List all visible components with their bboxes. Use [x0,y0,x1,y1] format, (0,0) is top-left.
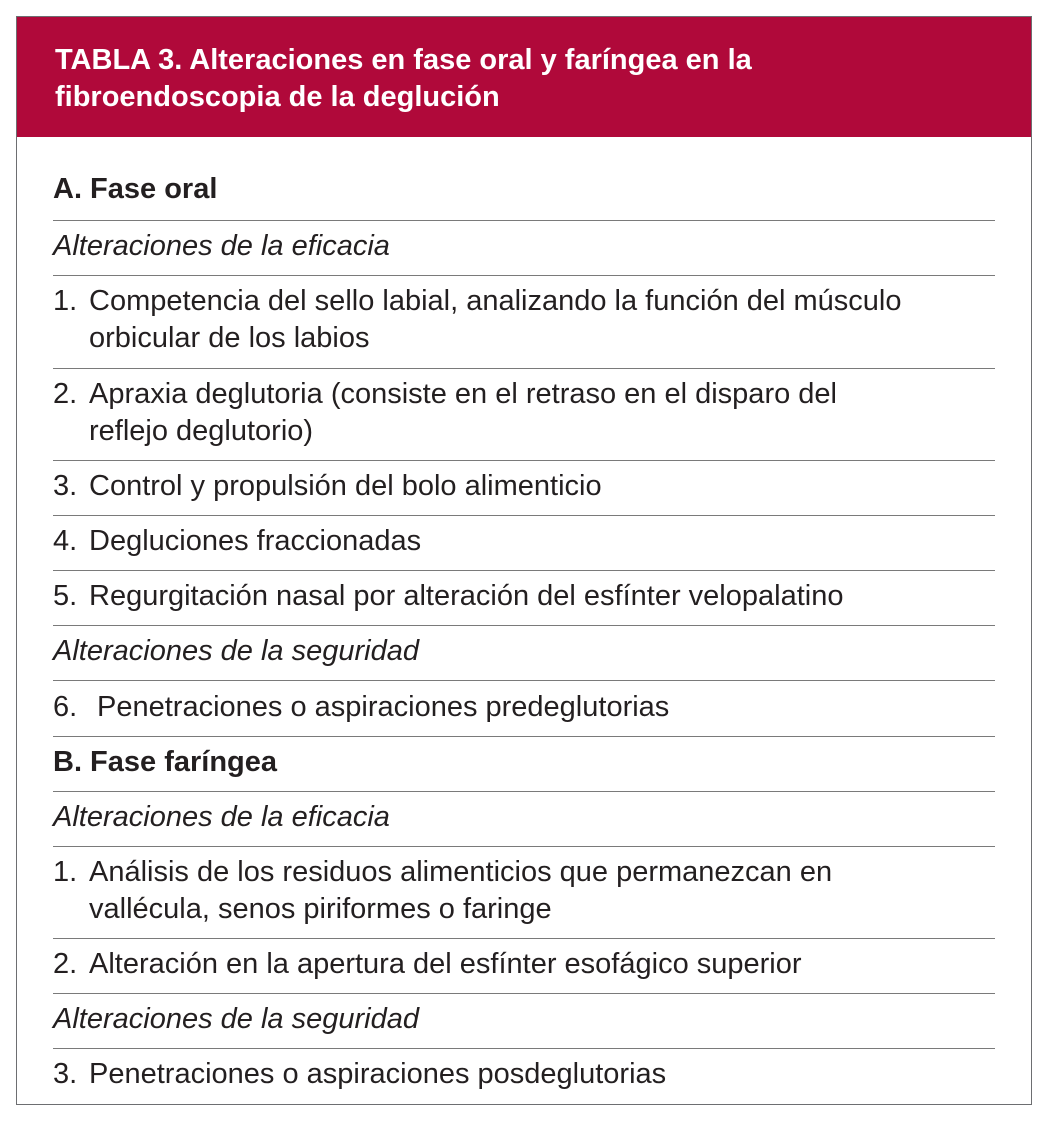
item-text-line: orbicular de los labios [89,322,370,354]
list-item [53,369,995,461]
section-heading-pharyngeal [53,737,995,792]
table-container [16,16,1032,1105]
item-text [89,854,995,928]
subheading-pharyngeal-efficacy [53,792,995,847]
subheading-oral-safety [53,626,995,681]
list-item [53,516,995,571]
list-item [53,1049,995,1104]
list-item [53,681,995,737]
list-item [53,847,995,939]
table-title-line-1: TABLA 3. Alteraciones en fase oral y faríngea en la [55,44,752,76]
item-number: 6. [53,691,78,723]
item-number: 1. [53,856,78,888]
item-text-line: vallécula, senos piriformes o faringe [89,893,552,925]
table-title-line-2: fibroendoscopia de la deglución [55,81,500,113]
item-number: 2. [53,378,78,410]
item-text [89,376,995,450]
item-text-line: Apraxia deglutoria (consiste en el retraso en el disparo del [89,378,837,410]
item-text-line: Competencia del sello labial, analizando la función del músculo [89,285,902,317]
list-item [53,276,995,369]
item-text: Penetraciones o aspiraciones posdeglutorias [89,1058,667,1090]
item-text-line: Análisis de los residuos alimenticios que permanezcan en [89,856,833,888]
item-number: 5. [53,580,78,612]
section-heading-text: A. Fase oral [53,173,218,205]
subheading-pharyngeal-safety [53,994,995,1049]
item-text: Penetraciones o aspiraciones predeglutorias [97,691,670,723]
item-number: 2. [53,948,78,980]
list-item [53,939,995,994]
item-text: Control y propulsión del bolo alimenticio [89,470,602,502]
item-number: 1. [53,285,78,317]
item-number: 3. [53,470,78,502]
item-text-line: reflejo deglutorio) [89,415,314,447]
item-text: Regurgitación nasal por alteración del esfínter velopalatino [89,580,844,612]
subheading-text: Alteraciones de la eficacia [53,230,390,262]
table-title-bar [17,17,1031,137]
item-number: 4. [53,525,78,557]
subheading-text: Alteraciones de la seguridad [53,635,419,667]
subheading-oral-efficacy [53,221,995,276]
item-text: Alteración en la apertura del esfínter esofágico superior [89,948,802,980]
table-title [55,42,991,116]
subheading-text: Alteraciones de la seguridad [53,1003,419,1035]
table-body [53,137,995,1104]
subheading-text: Alteraciones de la eficacia [53,801,390,833]
list-item [53,461,995,516]
section-heading-oral [53,137,995,221]
section-heading-text: B. Fase faríngea [53,746,278,778]
item-text: Degluciones fraccionadas [89,525,422,557]
list-item [53,571,995,626]
item-number: 3. [53,1058,78,1090]
item-text [89,283,995,357]
